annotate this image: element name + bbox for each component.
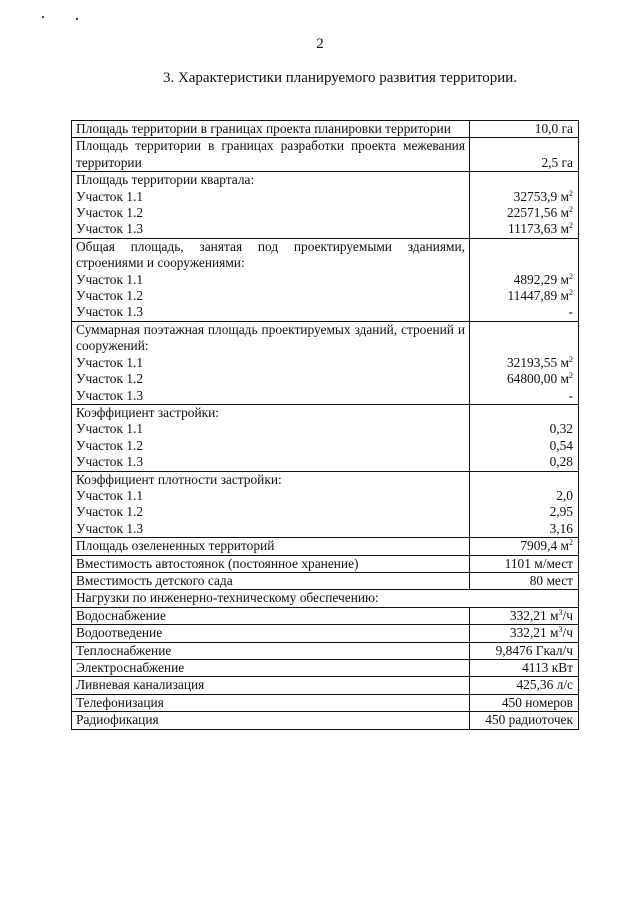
table-row <box>72 677 579 694</box>
row-label: Теплоснабжение <box>76 642 172 658</box>
row-label: Водоснабжение <box>76 607 166 623</box>
value-number: 3,16 <box>549 520 573 536</box>
value-cell <box>470 121 579 138</box>
sub-item-label: Участок 1.3 <box>76 221 144 237</box>
value-number: 450 радиоточек <box>485 712 573 728</box>
value-text <box>474 643 573 659</box>
row-label: Общая площадь, занятая под проектируемыми зданиями, строениями и сооружениями: <box>76 238 465 271</box>
label-cell <box>72 660 470 677</box>
table-row <box>72 590 579 607</box>
row-label: Площадь озелененных территорий <box>76 538 275 554</box>
value-text <box>474 695 573 711</box>
value-number: 2,0 <box>556 487 573 503</box>
value-text <box>474 521 573 537</box>
value-number: 9,8476 Гкал/ч <box>495 642 573 658</box>
value-text <box>474 454 573 470</box>
value-number: 4113 кВт <box>522 660 573 675</box>
label-cell <box>72 404 470 471</box>
unit-superscript: 2 <box>569 271 573 281</box>
characteristics-table <box>71 120 579 730</box>
unit-superscript: 3 <box>558 625 563 635</box>
unit-superscript: 2 <box>569 354 573 364</box>
value-text <box>474 712 573 728</box>
value-text <box>474 189 573 205</box>
value-text <box>474 205 573 221</box>
sub-item-label: Участок 1.2 <box>76 437 144 453</box>
value-cell <box>470 660 579 677</box>
value-text <box>474 221 573 237</box>
table-row <box>72 572 579 589</box>
row-label: Нагрузки по инженерно-техническому обеспечению: <box>76 590 379 606</box>
label-cell <box>72 642 470 659</box>
row-label: Вместимость детского сада <box>76 572 233 588</box>
section-label-cell <box>72 590 579 607</box>
row-label: Телефонизация <box>76 694 164 710</box>
value-number: 2,95 <box>549 504 573 520</box>
sub-item-label: Участок 1.1 <box>76 354 144 370</box>
table-row <box>72 694 579 711</box>
value-cell <box>470 555 579 572</box>
unit-suffix: /ч <box>562 607 573 623</box>
value-number: 10,0 га <box>534 121 573 136</box>
value-number: 11173,63 м <box>507 221 569 237</box>
page-number: 2 <box>316 36 324 52</box>
label-cell <box>72 121 470 138</box>
value-number: 0,28 <box>549 454 573 470</box>
sub-item-label: Участок 1.2 <box>76 205 144 221</box>
unit-superscript: 2 <box>569 288 573 298</box>
value-cell <box>470 677 579 694</box>
label-cell <box>72 625 470 642</box>
row-label: Вместимость автостоянок (постоянное хранение) <box>76 555 359 571</box>
value-cell <box>470 572 579 589</box>
unit-superscript: 2 <box>569 205 573 215</box>
value-number: - <box>568 304 573 320</box>
value-number: 32753,9 м <box>513 188 569 204</box>
sub-item-label: Участок 1.3 <box>76 520 144 536</box>
row-label: Площадь территории квартала: <box>76 172 255 188</box>
row-label: Радиофикация <box>76 712 159 728</box>
row-label: Электроснабжение <box>76 660 185 675</box>
value-cell <box>470 642 579 659</box>
unit-superscript: 2 <box>569 221 573 231</box>
value-text <box>474 556 573 572</box>
value-text <box>474 371 573 387</box>
scan-speck <box>76 18 78 20</box>
sub-item-label: Участок 1.1 <box>76 188 144 204</box>
value-cell <box>470 404 579 471</box>
row-label: Площадь территории в границах разработки проекта межевания территории <box>76 138 465 170</box>
value-text <box>474 573 573 589</box>
unit-superscript: 2 <box>569 188 573 198</box>
table-row <box>72 538 579 555</box>
table-row <box>72 138 579 172</box>
value-cell <box>470 238 579 321</box>
value-cell <box>470 138 579 172</box>
value-number: 80 мест <box>529 572 573 588</box>
label-cell <box>72 677 470 694</box>
value-text <box>474 608 573 624</box>
sub-item-label: Участок 1.3 <box>76 454 144 470</box>
label-cell <box>72 471 470 538</box>
value-text <box>474 272 573 288</box>
table-row <box>72 321 579 404</box>
table-row <box>72 238 579 321</box>
section-title: 3. Характеристики планируемого развития территории. <box>162 70 518 86</box>
table-row <box>72 471 579 538</box>
row-label: Площадь территории в границах проекта планировки территории <box>76 121 451 136</box>
row-label: Водоотведение <box>76 625 163 641</box>
value-text <box>474 488 573 504</box>
table-row <box>72 642 579 659</box>
value-text <box>474 121 573 137</box>
label-cell <box>72 572 470 589</box>
sub-item-label: Участок 1.2 <box>76 371 144 387</box>
unit-suffix: /ч <box>562 625 573 641</box>
value-number: 64800,00 м <box>506 371 569 387</box>
table-row <box>72 625 579 642</box>
value-number: 2,5 га <box>541 154 573 170</box>
sub-item-label: Участок 1.2 <box>76 504 144 520</box>
table-row <box>72 660 579 677</box>
value-text <box>474 660 573 676</box>
row-label: Коэффициент застройки: <box>76 404 220 420</box>
value-cell <box>470 625 579 642</box>
row-label: Ливневая канализация <box>76 677 205 693</box>
value-number: 22571,56 м <box>506 205 569 221</box>
value-text <box>474 388 573 404</box>
sub-item-label: Участок 1.2 <box>76 288 144 304</box>
value-text <box>474 355 573 371</box>
value-number: 1101 м/мест <box>504 555 573 571</box>
label-cell <box>72 172 470 239</box>
value-number: 11447,89 м <box>507 288 569 304</box>
sub-item-label: Участок 1.3 <box>76 387 144 403</box>
value-cell <box>470 694 579 711</box>
value-text <box>474 438 573 454</box>
value-text <box>474 288 573 304</box>
unit-superscript: 2 <box>569 538 573 548</box>
unit-superscript: 3 <box>558 607 563 617</box>
label-cell <box>72 712 470 729</box>
sub-item-label: Участок 1.1 <box>76 421 144 437</box>
scan-speck <box>42 16 44 18</box>
value-cell <box>470 172 579 239</box>
table-row <box>72 555 579 572</box>
value-number: 0,54 <box>549 437 573 453</box>
value-number: 450 номеров <box>501 694 573 710</box>
table-row <box>72 712 579 729</box>
value-number: - <box>568 387 573 403</box>
label-cell <box>72 538 470 555</box>
value-number: 0,32 <box>549 421 573 437</box>
sub-item-label: Участок 1.1 <box>76 271 144 287</box>
table-row <box>72 172 579 239</box>
value-number: 332,21 м <box>509 607 559 623</box>
value-cell <box>470 538 579 555</box>
value-number: 4892,29 м <box>513 271 569 287</box>
label-cell <box>72 694 470 711</box>
value-text <box>474 304 573 320</box>
value-cell <box>470 712 579 729</box>
label-cell <box>72 138 470 172</box>
label-cell <box>72 607 470 624</box>
value-number: 7909,4 м <box>520 538 569 554</box>
row-label: Коэффициент плотности застройки: <box>76 471 282 487</box>
value-cell <box>470 607 579 624</box>
value-text <box>474 677 573 693</box>
value-cell <box>470 471 579 538</box>
value-number: 425,36 л/с <box>516 677 573 693</box>
value-text <box>474 155 573 171</box>
label-cell <box>72 321 470 404</box>
value-cell <box>470 321 579 404</box>
value-text <box>474 504 573 520</box>
sub-item-label: Участок 1.3 <box>76 304 144 320</box>
value-number: 32193,55 м <box>506 354 569 370</box>
value-text <box>474 625 573 641</box>
row-label: Суммарная поэтажная площадь проектируемых зданий, строений и сооружений: <box>76 321 465 354</box>
sub-item-label: Участок 1.1 <box>76 487 144 503</box>
unit-superscript: 2 <box>569 371 573 381</box>
label-cell <box>72 238 470 321</box>
table-row <box>72 121 579 138</box>
value-text <box>474 538 573 554</box>
table-row <box>72 607 579 624</box>
value-text <box>474 421 573 437</box>
label-cell <box>72 555 470 572</box>
table-row <box>72 404 579 471</box>
value-number: 332,21 м <box>509 625 559 641</box>
